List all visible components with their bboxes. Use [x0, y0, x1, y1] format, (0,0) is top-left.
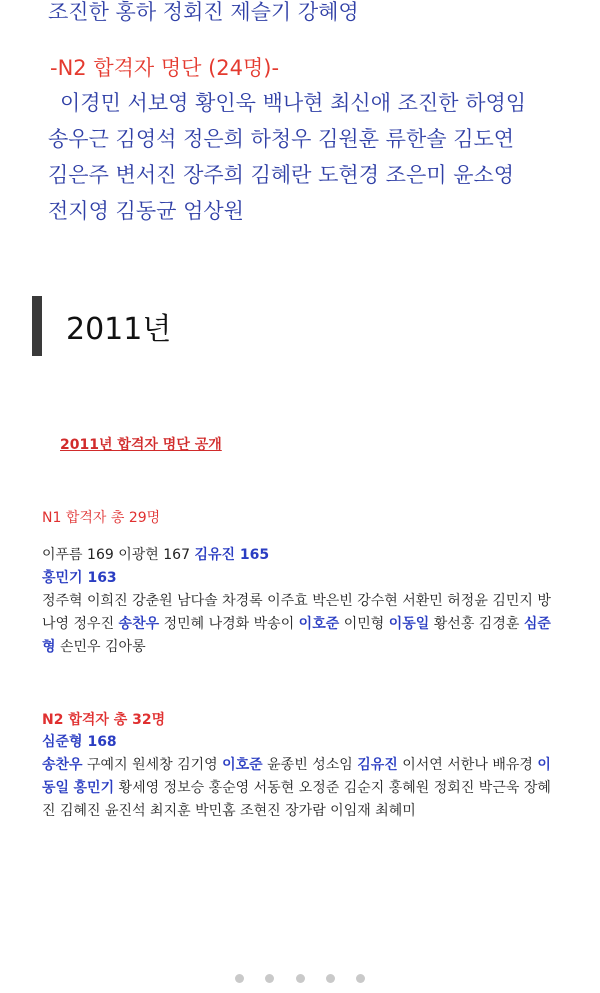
n2-name: 윤종빈	[267, 757, 308, 773]
n2-name: 장가람	[285, 803, 326, 819]
year-heading-bar	[32, 296, 42, 356]
n2-title: N2 합격자 총 32명	[42, 712, 166, 728]
n1-rest-names	[42, 593, 551, 655]
n2-name: 최지훈	[150, 803, 191, 819]
n1-score: 167	[163, 547, 190, 563]
page-dot[interactable]	[356, 974, 365, 983]
top-partial-line: 조진한 홍하 정회진 제슬기 강혜영	[48, 0, 359, 24]
n2-name: 서동현	[253, 780, 295, 796]
n2-name: 장혜진	[42, 780, 551, 819]
n1-name: 박은빈	[312, 593, 353, 609]
n1-name: 정주혁	[42, 593, 83, 609]
n1-name: 강춘원	[132, 593, 173, 609]
n2-name: 조현진	[240, 803, 281, 819]
n2-name: 최혜미	[375, 803, 416, 819]
notice-link[interactable]: 2011년 합격자 명단 공개	[60, 437, 222, 453]
n2-name: 박근욱	[478, 780, 520, 796]
n2-2010-line-4: 전지영 김동균 엄상원	[48, 199, 244, 223]
n1-name: 정민혜	[163, 616, 205, 632]
n1-name: 허정윤	[447, 593, 488, 609]
n1-score: 163	[87, 570, 117, 586]
n1-name: 홍민기	[42, 570, 83, 586]
n2-name: 이호준	[222, 757, 263, 773]
n1-title: N1 합격자 총 29명	[42, 510, 161, 526]
n2-2010-title: -N2 합격자 명단 (24명)-	[50, 56, 280, 80]
n1-name: 이희진	[87, 593, 128, 609]
pagination-dots	[0, 968, 600, 987]
n2-name: 이동일	[42, 757, 551, 796]
n1-name: 정우진	[73, 616, 115, 632]
n2-2010-line-3: 김은주 변서진 장주희 김혜란 도현경 조은미 윤소영	[48, 163, 515, 187]
n1-item-4	[42, 570, 117, 586]
year-heading: 2011년	[66, 312, 172, 347]
n2-rest-names	[42, 757, 551, 819]
page-dot[interactable]	[296, 974, 305, 983]
n1-name: 송찬우	[118, 616, 160, 632]
n2-score: 168	[87, 734, 117, 750]
n1-name: 방나영	[42, 593, 551, 632]
n2-name: 정회진	[433, 780, 475, 796]
n1-name: 이광현	[118, 547, 159, 563]
page-dot[interactable]	[265, 974, 274, 983]
n1-name: 손민우	[59, 639, 101, 655]
n1-name: 황선홍	[433, 616, 475, 632]
n1-name: 이호준	[298, 616, 340, 632]
n2-item-1	[42, 734, 117, 750]
n1-list	[42, 544, 562, 659]
n2-name: 윤진석	[105, 803, 146, 819]
n2-name: 오정준	[298, 780, 340, 796]
n2-list	[42, 731, 562, 823]
n2-name: 성소임	[312, 757, 353, 773]
n2-2010-line-1: 이경민 서보영 황인욱 백나현 최신애 조진한 하영임	[60, 91, 527, 115]
n2-name: 서한나	[447, 757, 488, 773]
n2-name: 송찬우	[42, 757, 83, 773]
n2-name: 홍민기	[73, 780, 115, 796]
n1-name: 차경록	[222, 593, 263, 609]
page-dot[interactable]	[235, 974, 244, 983]
n1-item-1	[42, 547, 118, 563]
n1-name: 김유진	[194, 547, 236, 563]
n1-name: 이민형	[343, 616, 385, 632]
n2-2010-list	[48, 85, 526, 229]
n2-name: 황세영	[118, 780, 160, 796]
n2-name: 원세창	[132, 757, 173, 773]
n2-name: 정보승	[163, 780, 205, 796]
n1-name: 박송이	[253, 616, 295, 632]
n1-name: 남다솔	[177, 593, 218, 609]
n2-name: 김혜진	[59, 803, 101, 819]
n1-name: 나경화	[208, 616, 250, 632]
n2-name: 구예지	[87, 757, 128, 773]
n2-2010-line-2: 송우근 김영석 정은희 하청우 김원훈 류한솔 김도연	[48, 127, 515, 151]
n2-name: 배유경	[492, 757, 533, 773]
n1-item-2	[118, 547, 194, 563]
n1-name: 김아롱	[105, 639, 146, 655]
n1-score: 165	[239, 547, 270, 563]
n1-item-3	[194, 547, 269, 563]
n2-name: 박민홈	[195, 803, 236, 819]
n2-name: 심준형	[42, 734, 83, 750]
n1-name: 심준형	[42, 616, 551, 655]
n1-name: 김민지	[492, 593, 533, 609]
n2-name: 홍혜원	[388, 780, 430, 796]
n2-name: 이서연	[402, 757, 443, 773]
n1-name: 이동일	[388, 616, 430, 632]
n2-name: 김기영	[177, 757, 218, 773]
n1-score: 169	[87, 547, 114, 563]
n1-name: 강수현	[357, 593, 398, 609]
page-dot[interactable]	[326, 974, 335, 983]
n2-name: 홍순영	[208, 780, 250, 796]
n2-name: 김유진	[357, 757, 398, 773]
n2-name: 김순지	[343, 780, 385, 796]
n1-name: 이주효	[267, 593, 308, 609]
n1-name: 이푸름	[42, 547, 83, 563]
n1-name: 김경훈	[478, 616, 520, 632]
n1-name: 서환민	[402, 593, 443, 609]
n2-name: 이임재	[330, 803, 371, 819]
